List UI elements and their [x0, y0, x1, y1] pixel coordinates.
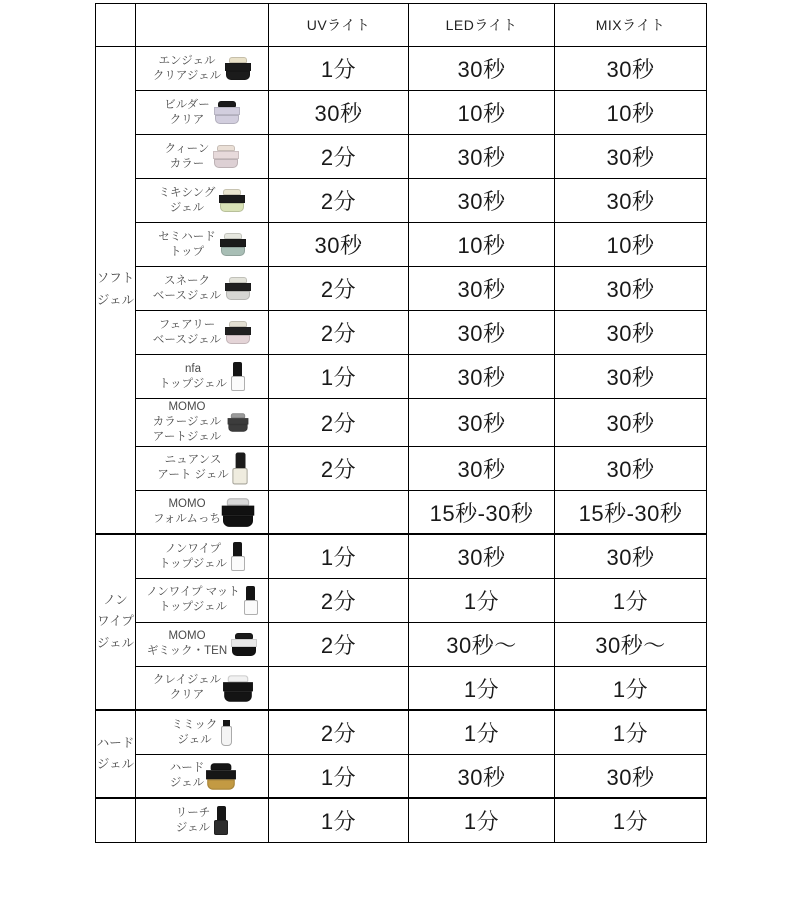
table-row — [96, 267, 707, 311]
header-product-cell — [136, 4, 269, 47]
hard-gel-jar-icon — [206, 763, 236, 789]
nfa-top-gel-bottle-icon — [231, 362, 245, 391]
product-cell — [136, 798, 269, 842]
led-time-cell: 15秒-30秒 — [409, 490, 555, 534]
mix-time-cell: 30秒 — [555, 534, 707, 578]
group-label-cell — [96, 710, 136, 798]
led-time-cell: 1分 — [409, 666, 555, 710]
table-row — [96, 91, 707, 135]
table-row — [96, 754, 707, 798]
mix-time-cell: 30秒 — [555, 179, 707, 223]
group-label-line: ハード — [96, 735, 135, 750]
momo-formutchi-jar-icon — [222, 498, 255, 527]
mix-time-cell: 30秒 — [555, 135, 707, 179]
group-label-line: ワイプ — [97, 614, 134, 629]
nuance-art-gel-bottle-icon — [232, 452, 247, 484]
uv-time-cell — [269, 490, 409, 534]
mix-time-cell: 30秒 — [555, 754, 707, 798]
product-name: スネーク ベースジェル — [152, 274, 222, 302]
uv-time-cell: 1分 — [269, 754, 409, 798]
mix-time-cell: 10秒 — [555, 223, 707, 267]
mix-time-cell: 30秒 — [555, 399, 707, 447]
led-time-cell: 10秒 — [409, 91, 555, 135]
mix-time-cell: 1分 — [555, 578, 707, 622]
mix-time-cell: 30秒 — [555, 47, 707, 91]
product-cell — [136, 399, 269, 447]
led-time-cell: 30秒 — [409, 446, 555, 490]
product-name: フェアリー ベースジェル — [152, 318, 222, 346]
led-time-cell: 30秒 — [409, 311, 555, 355]
product-name: ミミック ジェル — [171, 718, 218, 746]
mix-time-cell: 30秒 — [555, 267, 707, 311]
angel-clear-gel-jar-icon — [225, 57, 251, 80]
product-name: MOMO ギミック・TEN — [146, 630, 228, 658]
header-row — [96, 4, 707, 47]
mix-time-cell: 1分 — [555, 666, 707, 710]
nonwipe-top-gel-bottle-icon — [231, 542, 245, 571]
product-name: リーチ ジェル — [175, 806, 211, 834]
table-header — [96, 4, 707, 47]
table-body — [96, 47, 707, 843]
uv-time-cell: 2分 — [269, 267, 409, 311]
table-row — [96, 534, 707, 578]
uv-time-cell: 1分 — [269, 534, 409, 578]
mixing-gel-jar-icon — [219, 189, 245, 212]
mimic-gel-tube-icon — [221, 720, 232, 746]
uv-time-cell: 1分 — [269, 47, 409, 91]
header-mix-light: MIXライト — [555, 4, 707, 47]
product-name: nfa トップジェル — [159, 362, 227, 390]
group-label-line: ジェル — [96, 636, 135, 651]
group-label-line: ソフト — [96, 271, 135, 286]
led-time-cell: 30秒 — [409, 754, 555, 798]
product-name: セミハード トップ — [158, 230, 216, 258]
group-label-line: ジェル — [96, 757, 135, 772]
table-row — [96, 710, 707, 754]
uv-time-cell: 2分 — [269, 179, 409, 223]
product-name: MOMO フォルムっち — [152, 498, 222, 526]
builder-clear-jar-icon — [214, 101, 240, 124]
group-label-cell — [96, 47, 136, 535]
product-name: ビルダー クリア — [164, 98, 210, 126]
led-time-cell: 10秒 — [409, 223, 555, 267]
product-name: MOMO カラージェル アートジェル — [152, 401, 222, 443]
table-row — [96, 311, 707, 355]
product-cell — [136, 666, 269, 710]
product-name: ニュアンス アート ジェル — [157, 454, 229, 482]
mix-time-cell: 30秒 — [555, 311, 707, 355]
led-time-cell: 30秒 — [409, 135, 555, 179]
led-time-cell: 1分 — [409, 710, 555, 754]
mix-time-cell: 1分 — [555, 710, 707, 754]
header-led-light: LEDライト — [409, 4, 555, 47]
clay-gel-clear-jar-icon — [223, 675, 253, 701]
nonwipe-matte-top-gel-bottle-icon — [244, 586, 258, 615]
table-row — [96, 399, 707, 447]
table-row — [96, 355, 707, 399]
product-cell — [136, 578, 269, 622]
uv-time-cell: 2分 — [269, 446, 409, 490]
uv-time-cell: 30秒 — [269, 91, 409, 135]
header-uv-light: UVライト — [269, 4, 409, 47]
momo-gimmick-ten-jar-icon — [231, 633, 257, 656]
product-cell — [136, 47, 269, 91]
uv-time-cell: 1分 — [269, 355, 409, 399]
led-time-cell: 30秒 — [409, 355, 555, 399]
uv-time-cell: 2分 — [269, 578, 409, 622]
product-name: ミキシング ジェル — [158, 186, 216, 214]
table-row — [96, 446, 707, 490]
table-row — [96, 135, 707, 179]
product-cell — [136, 311, 269, 355]
led-time-cell: 30秒 — [409, 267, 555, 311]
uv-time-cell: 2分 — [269, 399, 409, 447]
product-cell — [136, 754, 269, 798]
led-time-cell: 30秒 — [409, 179, 555, 223]
mix-time-cell: 15秒-30秒 — [555, 490, 707, 534]
product-cell — [136, 622, 269, 666]
curing-time-table — [95, 3, 707, 843]
product-cell — [136, 446, 269, 490]
group-label-cell — [96, 798, 136, 842]
table-row — [96, 578, 707, 622]
product-name: ノンワイプ トップジェル — [159, 542, 227, 570]
product-cell — [136, 267, 269, 311]
product-name: ノンワイプ マット トップジェル — [146, 586, 240, 614]
uv-time-cell: 2分 — [269, 311, 409, 355]
led-time-cell: 30秒 — [409, 47, 555, 91]
led-time-cell: 1分 — [409, 798, 555, 842]
semi-hard-top-jar-icon — [220, 233, 246, 256]
product-cell — [136, 490, 269, 534]
product-name: クィーン カラー — [164, 142, 210, 170]
table-row — [96, 798, 707, 842]
product-cell — [136, 710, 269, 754]
uv-time-cell: 1分 — [269, 798, 409, 842]
led-time-cell: 1分 — [409, 578, 555, 622]
product-name: エンジェル クリアジェル — [152, 54, 222, 82]
queen-color-jar-icon — [213, 145, 239, 168]
group-label-line: ノン — [103, 592, 128, 607]
product-cell — [136, 179, 269, 223]
mix-time-cell: 30秒 — [555, 446, 707, 490]
mix-time-cell: 30秒～ — [555, 622, 707, 666]
product-cell — [136, 223, 269, 267]
table-row — [96, 223, 707, 267]
momo-color-art-gel-jar-icon — [228, 413, 249, 431]
product-cell — [136, 534, 269, 578]
led-time-cell: 30秒 — [409, 399, 555, 447]
uv-time-cell: 30秒 — [269, 223, 409, 267]
header-group-cell — [96, 4, 136, 47]
uv-time-cell — [269, 666, 409, 710]
led-time-cell: 30秒 — [409, 534, 555, 578]
table-row — [96, 490, 707, 534]
reach-gel-bottle-icon — [214, 806, 228, 835]
product-cell — [136, 91, 269, 135]
uv-time-cell: 2分 — [269, 622, 409, 666]
uv-time-cell: 2分 — [269, 135, 409, 179]
mix-time-cell: 30秒 — [555, 355, 707, 399]
product-cell — [136, 355, 269, 399]
fairy-base-gel-jar-icon — [225, 321, 251, 344]
snake-base-gel-jar-icon — [225, 277, 251, 300]
mix-time-cell: 1分 — [555, 798, 707, 842]
table-row — [96, 47, 707, 91]
uv-time-cell: 2分 — [269, 710, 409, 754]
mix-time-cell: 10秒 — [555, 91, 707, 135]
product-name: ハード ジェル — [169, 762, 205, 790]
product-name: クレイジェル クリア — [152, 674, 222, 702]
led-time-cell: 30秒～ — [409, 622, 555, 666]
table-row — [96, 666, 707, 710]
group-label-cell — [96, 534, 136, 710]
group-label-line: ジェル — [96, 293, 135, 308]
table-row — [96, 179, 707, 223]
product-cell — [136, 135, 269, 179]
table-row — [96, 622, 707, 666]
